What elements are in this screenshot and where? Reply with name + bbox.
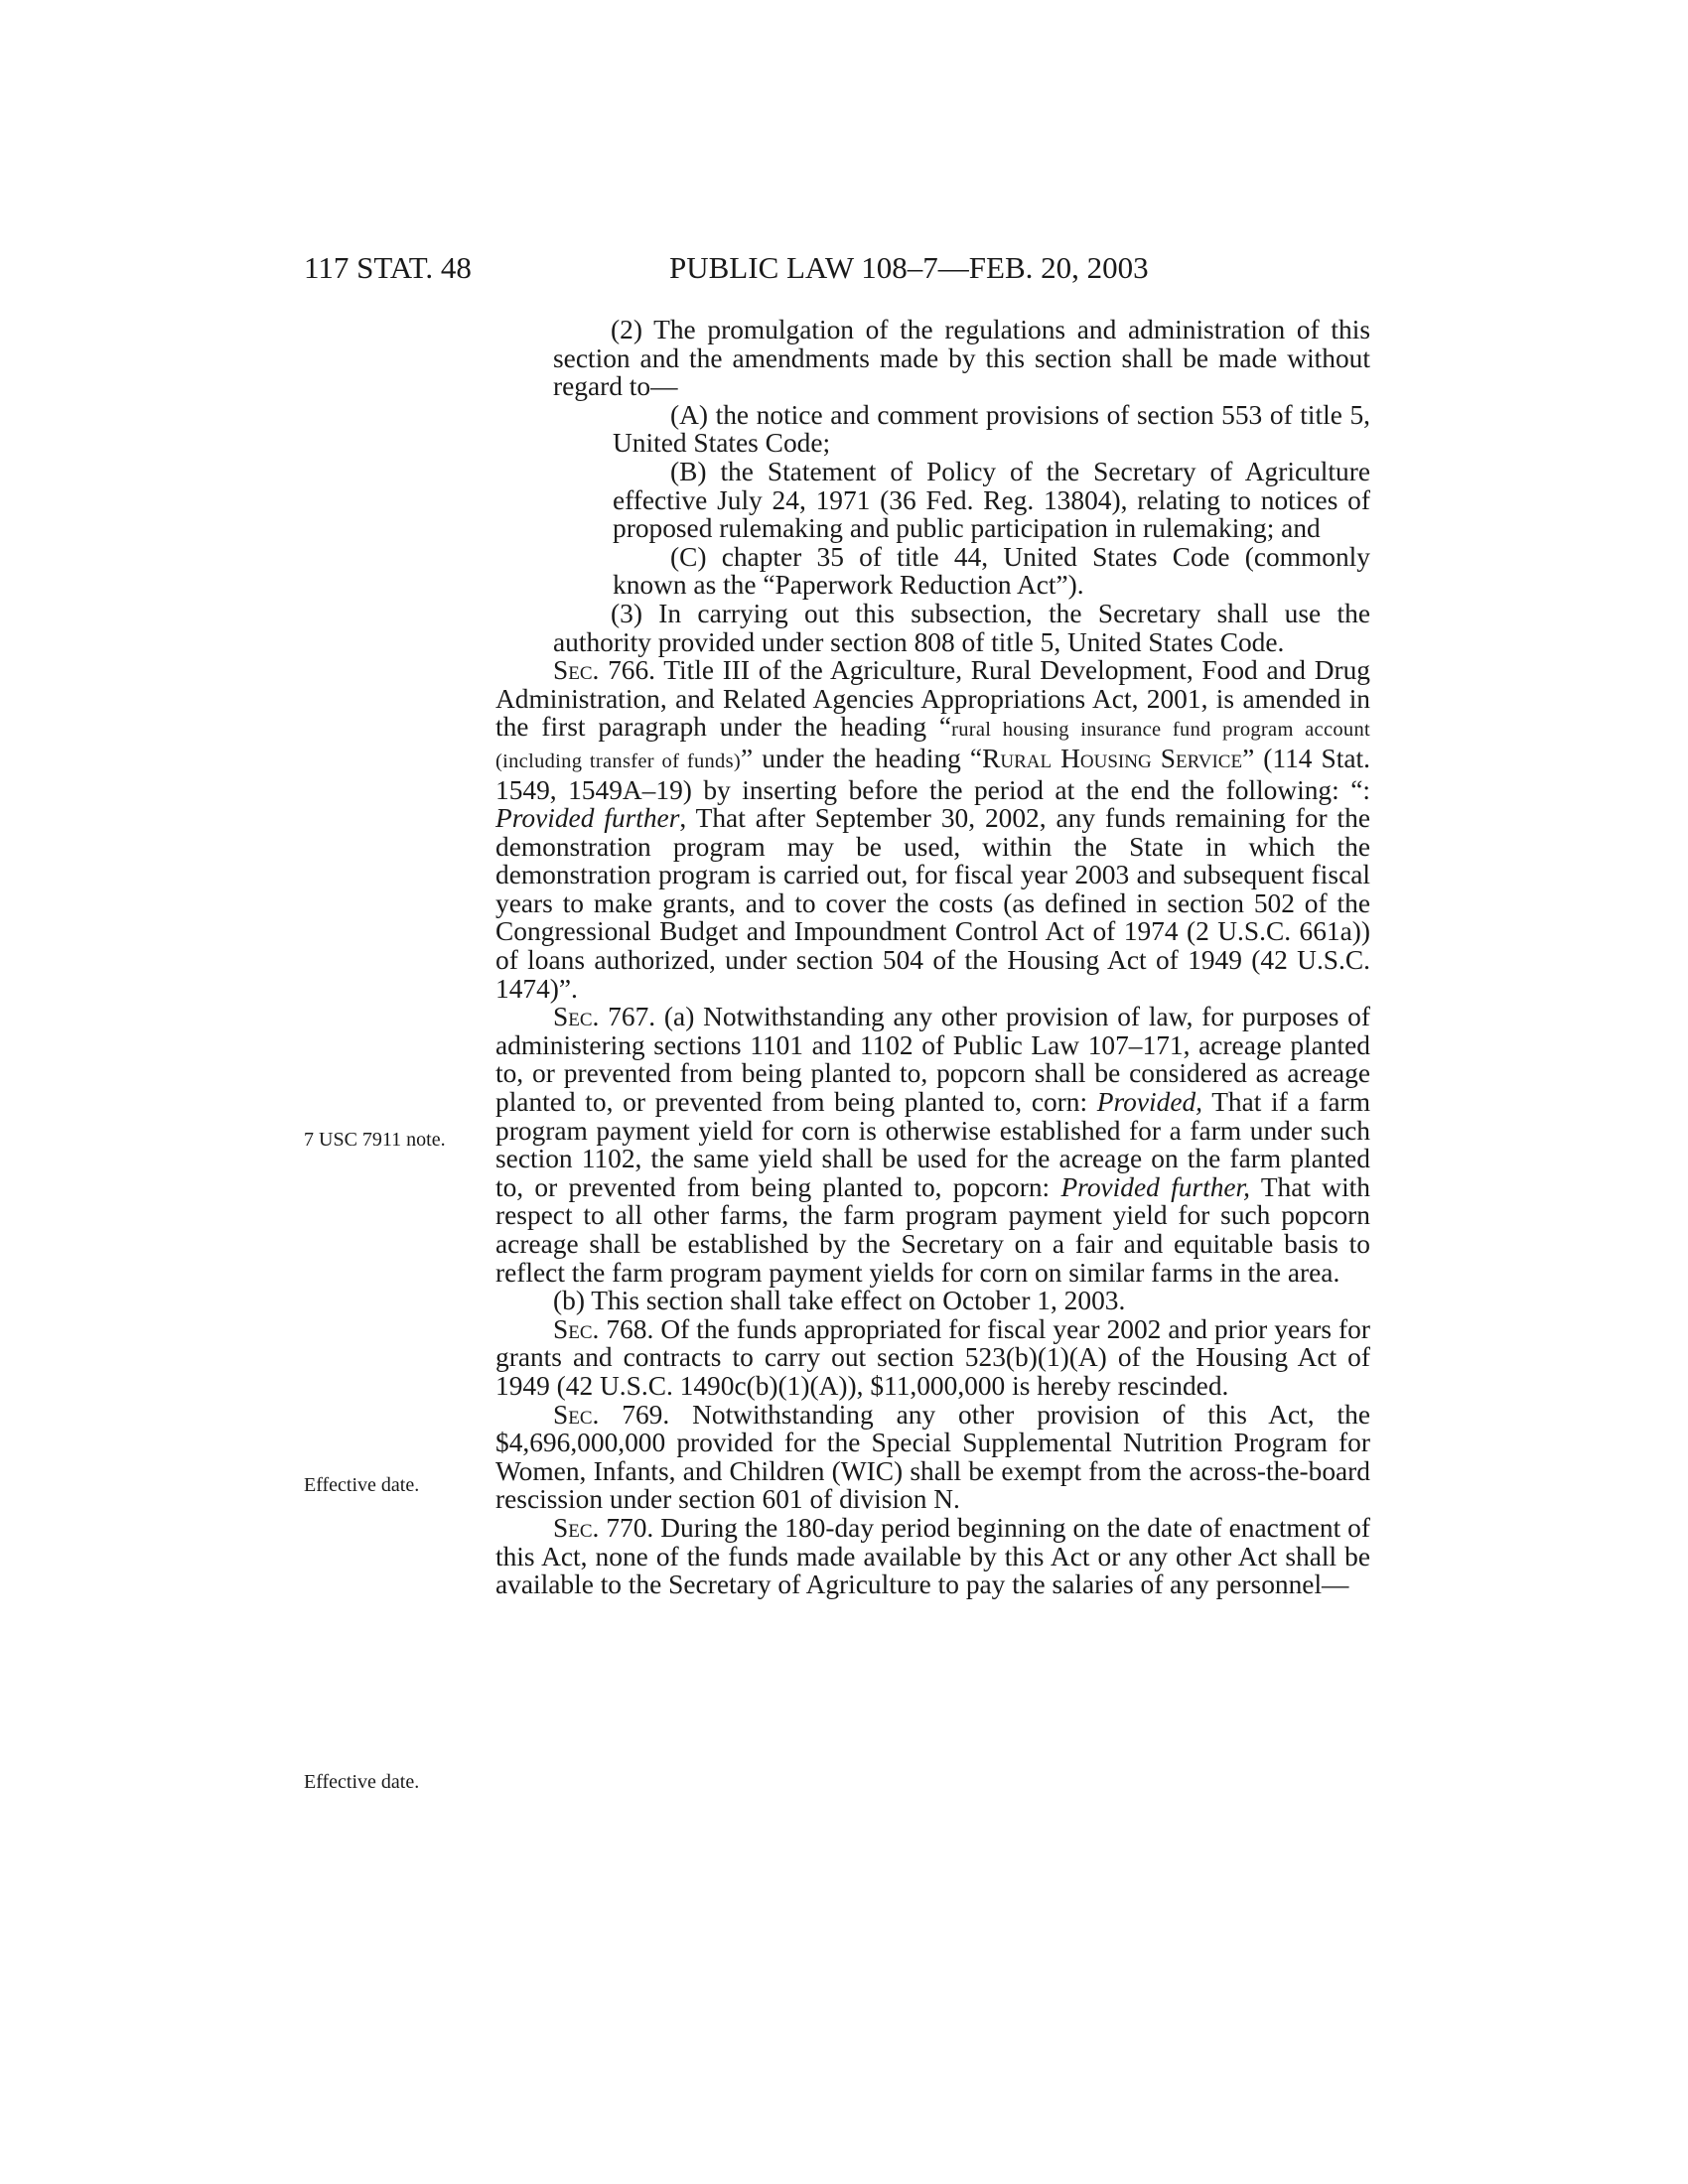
section-770: Sec. 770. During the 180-day period beginning on the date of enactment of this Act, none of the funds made available by this Act or any other Act shall be available to the Secretary of Agriculture to pay the salaries of any personnel— [495,1512,1370,1600]
subparagraph-b: (B) the Statement of Policy of the Secretary of Agriculture effective July 24, 1971 (36 Fed. Reg. 13804), relating to notices of proposed rulemaking and public participation in rulemaking; and [613,456,1370,544]
paragraph-2: (2) The promulgation of the regulations and administration of this section and the amendments made by this section shall be made without regard to— [553,315,1370,402]
section-768: Sec. 768. Of the funds appropriated for fiscal year 2002 and prior years for grants and contracts to carry out section 523(b)(1)(A) of the Housing Act of 1949 (42 U.S.C. 1490c(b)(1)(A)), $11,000,000 is hereby rescinded. [495,1313,1370,1401]
running-head-title: PUBLIC LAW 108–7—FEB. 20, 2003 [669,250,1149,285]
page-reference: 117 STAT. 48 [304,250,472,285]
body-text [495,316,1370,1599]
paragraph-3: (3) In carrying out this subsection, the Secretary shall use the authority provided under section 808 of title 5, United States Code. [553,598,1370,657]
section-767-b: (b) This section shall take effect on October 1, 2003. [553,1286,1126,1316]
section-767: Sec. 767. (a) Notwithstanding any other provision of law, for purposes of administering sections 1101 and 1102 of Public Law 107–171, acreage planted to, or prevented from being planted to, popcorn shall be considered as acreage planted to, or prevented from being planted to, corn: Provided, That if a farm program payment yield for corn is otherwise established for a farm under such section 1102, the same yield shall be used for the acreage on the farm planted to, or prevented from being planted to, popcorn: Provided further, That with respect to all other farms, the farm program payment yield for such popcorn acreage shall be established by the Secretary on a fair and equitable basis to reflect the farm program payment yields for corn on similar farms in the area. [495,1002,1370,1288]
margin-note-effective-date: Effective date. [304,1474,420,1496]
subparagraph-a: (A) the notice and comment provisions of section 553 of title 5, United States Code; [613,399,1370,459]
subparagraph-c: (C) chapter 35 of title 44, United States Code (commonly known as the “Paperwork Reduction Act”). [613,541,1370,601]
margin-note-effective-date: Effective date. [304,1771,420,1793]
section-766: Sec. 766. Title III of the Agriculture, Rural Development, Food and Drug Administration, and Related Agencies Appropriations Act, 2001, is amended in the first paragraph under the heading “rural housing insurance fund program account (including transfer of funds)” under the heading “Rural Housing Service” (114 Stat. 1549, 1549A–19) by inserting before the period at the end the following: “: Provided further, That after September 30, 2002, any funds remaining for the demonstration program may be used, within the State in which the demonstration program is carried out, for fiscal year 2003 and subsequent fiscal years to make grants, and to cover the costs (as defined in section 502 of the Congressional Budget and Impoundment Control Act of 1974 (2 U.S.C. 661a)) of loans authorized, under section 504 of the Housing Act of 1949 (42 U.S.C. 1474)”. [495,655,1370,1004]
section-769: Sec. 769. Notwithstanding any other provision of this Act, the $4,696,000,000 provided for the Special Supplemental Nutrition Program for Women, Infants, and Children (WIC) shall be exempt from the across-the-board rescission under section 601 of division N. [495,1399,1370,1515]
margin-note-usc: 7 USC 7911 note. [304,1129,446,1151]
